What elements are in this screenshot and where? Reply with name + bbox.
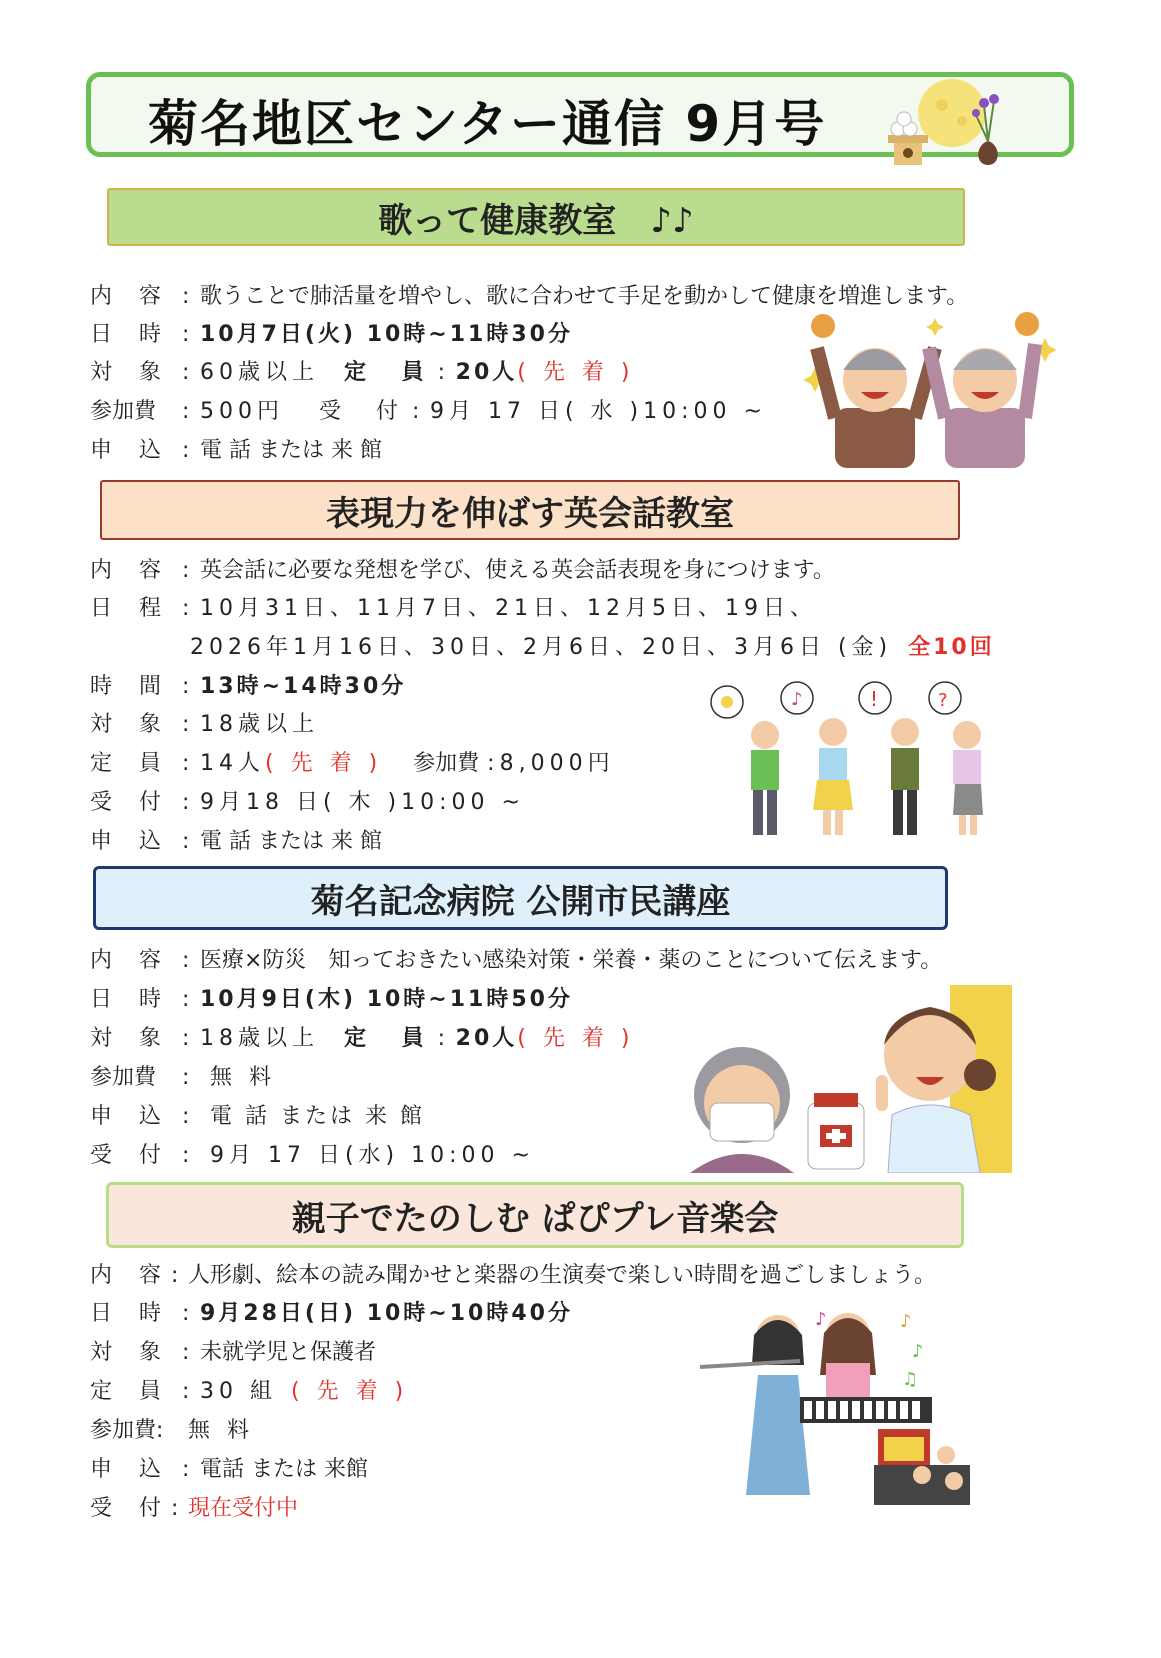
row-date: 日 時 : 9月28日(日) 10時~10時40分 bbox=[90, 1301, 573, 1326]
row-target: 対 象 : 未就学児と保護者 bbox=[90, 1340, 377, 1365]
row-content: 内 容:人形劇、絵本の読み聞かせと楽器の生演奏で楽しい時間を過ごしましょう。 bbox=[90, 1263, 937, 1288]
row-reception: 受 付 : 9月 17 日(水) 10:00 ~ bbox=[90, 1143, 535, 1168]
row-fee: 参加費: 無 料 bbox=[90, 1418, 254, 1443]
section-heading-concert: 親子でたのしむ ぱぴプレ音楽会 bbox=[106, 1182, 964, 1248]
row-target-capacity: 対 象 : 60歳以上 定 員: 20人( 先 着 ) bbox=[90, 360, 635, 385]
row-capacity-fee: 定 員 : 14人( 先 着 ) 参加費 :8,000円 bbox=[90, 751, 615, 776]
row-schedule: 日 程 : 10月31日、11月7日、21日、12月5日、19日、 bbox=[90, 596, 817, 621]
english-conversation-group-icon bbox=[705, 680, 1005, 842]
row-apply: 申 込 : 電話 または 来館 bbox=[90, 1457, 368, 1482]
row-content: 内 容 : 英会話に必要な発想を学び、使える英会話表現を身につけます。 bbox=[90, 558, 835, 583]
nurse-and-patient-icon bbox=[680, 985, 1012, 1173]
section-heading-english: 表現力を伸ばす英会話教室 bbox=[100, 480, 960, 540]
svg-text:?: ? bbox=[938, 690, 948, 711]
row-time: 時 間 : 13時~14時30分 bbox=[90, 674, 407, 699]
row-date: 日 時 : 10月7日(火) 10時~11時30分 bbox=[90, 322, 573, 347]
row-fee: 参加費 : 無 料 bbox=[90, 1065, 276, 1090]
row-fee-reception: 参加費 : 500円 受 付: 9月 17 日( 水 )10:00 ~ bbox=[90, 399, 767, 424]
row-content: 内 容 : 歌うことで肺活量を増やし、歌に合わせて手足を動かして健康を増進します。 bbox=[90, 284, 969, 309]
row-apply: 申 込 : 電 話 または 来 館 bbox=[90, 1104, 425, 1129]
row-target: 対 象 : 18歳以上 bbox=[90, 712, 319, 737]
section-heading-hospital: 菊名記念病院 公開市民講座 bbox=[93, 866, 948, 930]
row-capacity: 定 員 : 30 組 ( 先 着 ) bbox=[90, 1379, 409, 1404]
row-reception: 受 付:現在受付中 bbox=[90, 1496, 299, 1521]
section-heading-singing: 歌って健康教室 ♪♪ bbox=[107, 188, 965, 246]
svg-text:♫: ♫ bbox=[902, 1369, 919, 1390]
page-title: 菊名地区センター通信 9月号 bbox=[148, 95, 827, 153]
row-schedule-cont: 2026年1月16日、30日、2月6日、20日、3月6日 (金) 全10回 bbox=[190, 635, 995, 660]
cheering-seniors-icon bbox=[795, 308, 1065, 468]
moon-viewing-icon bbox=[880, 75, 1030, 170]
svg-text:♪: ♪ bbox=[912, 1341, 924, 1362]
row-date: 日 時 : 10月9日(木) 10時~11時50分 bbox=[90, 987, 573, 1012]
row-apply: 申 込 : 電 話 または 来 館 bbox=[90, 438, 382, 463]
row-apply: 申 込 : 電 話 または 来 館 bbox=[90, 829, 382, 854]
svg-text:!: ! bbox=[870, 687, 879, 711]
row-target-capacity: 対 象 : 18歳以上 定 員: 20人( 先 着 ) bbox=[90, 1026, 635, 1051]
svg-text:♪: ♪ bbox=[791, 689, 803, 710]
row-reception: 受 付 : 9月18 日( 木 )10:00 ~ bbox=[90, 790, 525, 815]
flute-and-keyboard-concert-icon bbox=[700, 1305, 990, 1505]
svg-text:♪: ♪ bbox=[815, 1309, 827, 1330]
row-content: 内 容 : 医療×防災 知っておきたい感染対策・栄養・薬のことについて伝えます。 bbox=[90, 948, 943, 973]
svg-text:♪: ♪ bbox=[900, 1311, 912, 1332]
